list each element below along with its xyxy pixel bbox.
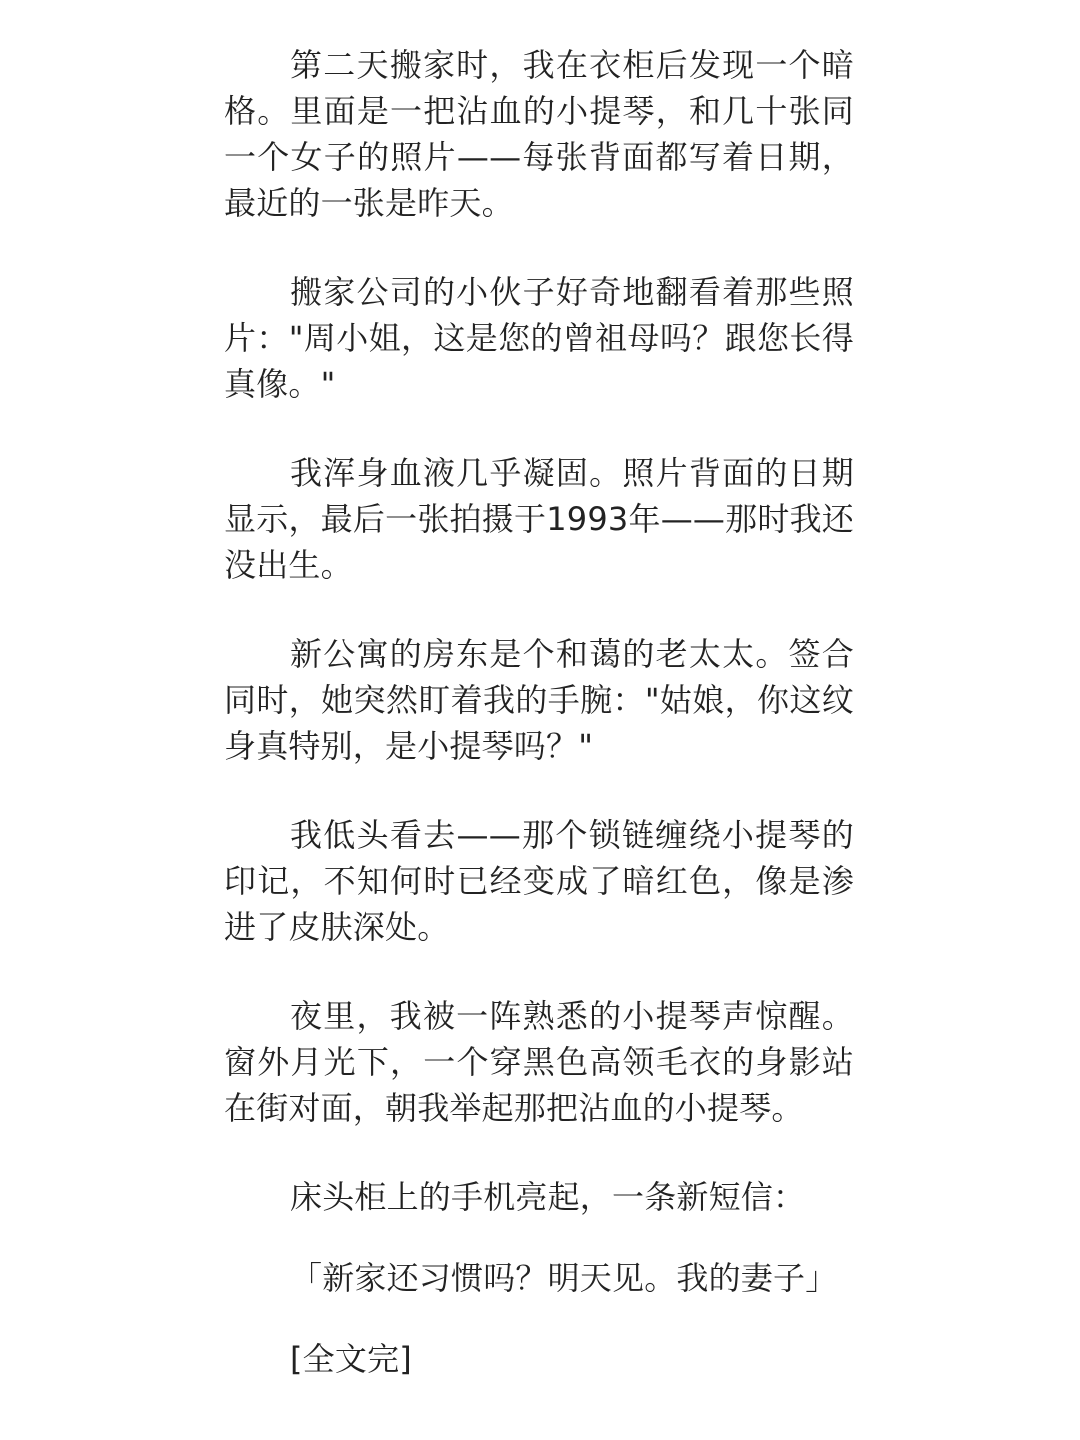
paragraph-3: 我浑身血液几乎凝固。照片背面的日期显示，最后一张拍摄于1993年——那时我还没出生。 <box>224 454 854 584</box>
paragraph-7: 床头柜上的手机亮起，一条新短信： <box>290 1178 806 1216</box>
paragraph-2: 搬家公司的小伙子好奇地翻看着那些照片："周小姐，这是您的曾祖母吗？跟您长得真像。" <box>224 273 854 403</box>
paragraph-1: 第二天搬家时，我在衣柜后发现一个暗格。里面是一把沾血的小提琴，和几十张同一个女子的照片——每张背面都写着日期，最近的一张是昨天。 <box>224 46 854 222</box>
article-body <box>224 42 854 1382</box>
paragraph-6: 夜里，我被一阵熟悉的小提琴声惊醒。窗外月光下，一个穿黑色高领毛衣的身影站在街对面，朝我举起那把沾血的小提琴。 <box>224 997 854 1127</box>
paragraph-4: 新公寓的房东是个和蔼的老太太。签合同时，她突然盯着我的手腕："姑娘，你这纹身真特别，是小提琴吗？" <box>224 635 854 765</box>
paragraph-5: 我低头看去——那个锁链缠绕小提琴的印记，不知何时已经变成了暗红色，像是渗进了皮肤深处。 <box>224 816 854 946</box>
end-marker: [全文完] <box>290 1340 412 1378</box>
sms-message: 「新家还习惯吗？明天见。我的妻子」 <box>290 1259 838 1297</box>
